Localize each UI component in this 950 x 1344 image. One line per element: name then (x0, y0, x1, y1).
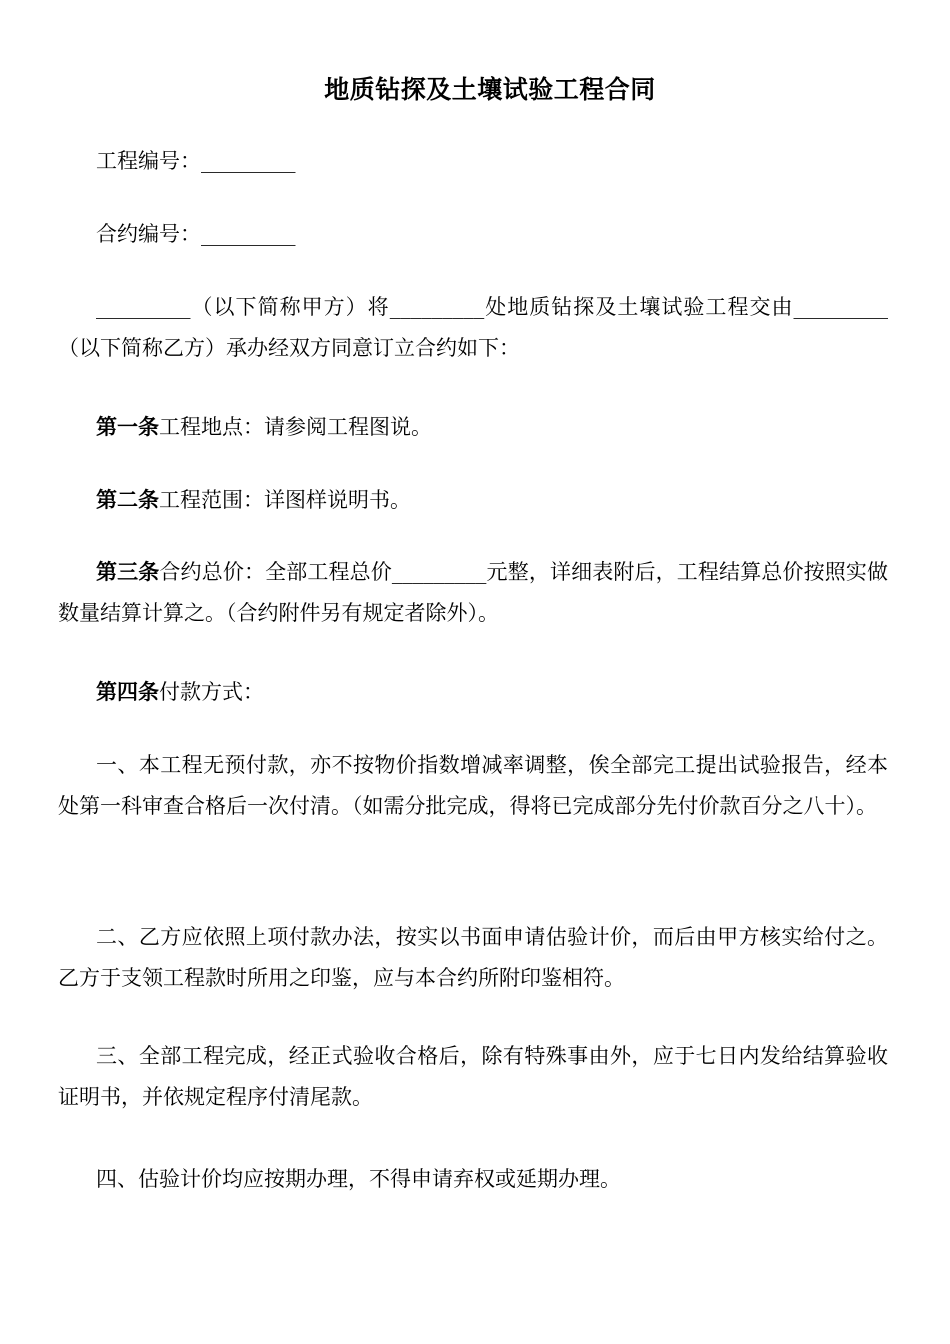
intro-paragraph: _________（以下简称甲方）将_________处地质钻探及土壤试验工程交由_________（以下简称乙方）承办经双方同意订立合约如下： (58, 295, 888, 360)
article-1 (58, 406, 888, 448)
article-4-text: 付款方式： (159, 680, 264, 704)
article-1-text: 工程地点：请参阅工程图说。 (159, 415, 432, 439)
document-title: 地质钻探及土壤试验工程合同 (324, 75, 656, 104)
contract-number-line: 合约编号：_________ (96, 222, 296, 246)
payment-item-2: 二、乙方应依照上项付款办法，按实以书面申请估验计价，而后由甲方核实给付之。乙方于支领工程款时所用之印鉴，应与本合约所附印鉴相符。 (58, 925, 888, 990)
payment-item-3: 三、全部工程完成，经正式验收合格后，除有特殊事由外，应于七日内发给结算验收证明书，并依规定程序付清尾款。 (58, 1044, 888, 1109)
article-3-text: 合约总价：全部工程总价_________元整，详细表附后，工程结算总价按照实做数量结算计算之。（合约附件另有规定者除外）。 (58, 560, 889, 625)
payment-item-4: 四、估验计价均应按期办理，不得申请弃权或延期办理。 (96, 1167, 621, 1191)
article-4 (58, 671, 888, 713)
article-4-label: 第四条 (96, 679, 159, 704)
project-number-line: 工程编号：_________ (96, 149, 296, 173)
article-3-label: 第三条 (96, 559, 160, 584)
article-3 (58, 551, 888, 634)
payment-item-1: 一、本工程无预付款，亦不按物价指数增减率调整，俟全部完工提出试验报告，经本处第一科审查合格后一次付清。（如需分批完成，得将已完成部分先付价款百分之八十）。 (58, 753, 888, 818)
article-1-label: 第一条 (96, 414, 159, 439)
article-2-text: 工程范围：详图样说明书。 (159, 488, 411, 512)
article-2 (58, 479, 888, 521)
article-2-label: 第二条 (96, 487, 159, 512)
